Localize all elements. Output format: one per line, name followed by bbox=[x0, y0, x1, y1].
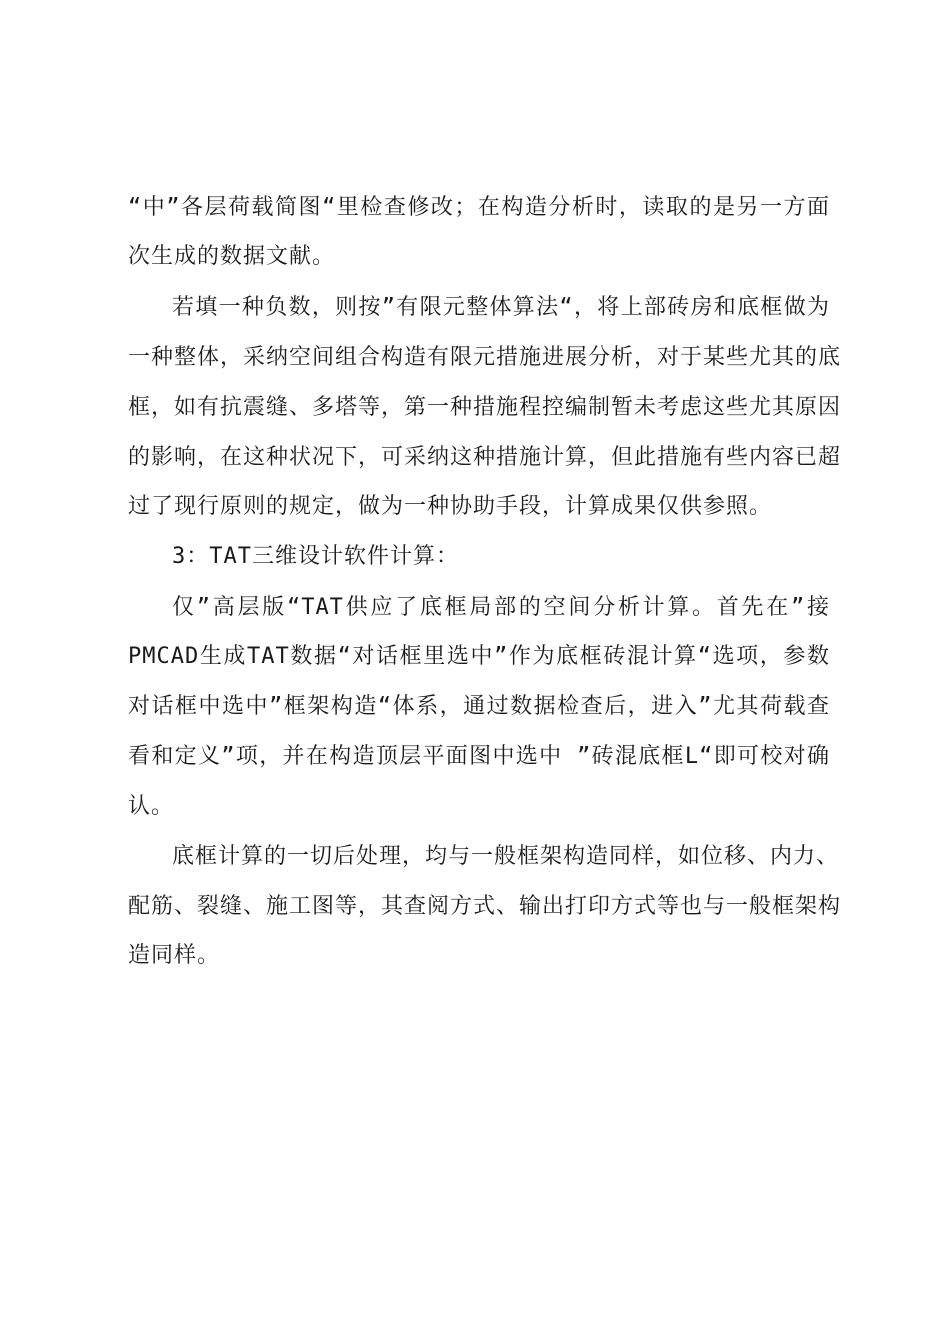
paragraph-2-line-4: 的影响，在这种状况下，可采纳这种措施计算，但此措施有些内容已超 bbox=[128, 445, 842, 470]
paragraph-4-line-5: 认。 bbox=[128, 794, 175, 819]
paragraph-2-line-3: 框，如有抗震缝、多塔等，第一种措施程控编制暂未考虑这些尤其原因 bbox=[128, 395, 842, 420]
paragraph-4-line-4: 看和定义”项，并在构造顶层平面图中选中 ”砖混底框L“即可校对确 bbox=[128, 744, 830, 769]
section-heading-tat: 3：TAT三维设计软件计算： bbox=[172, 544, 459, 569]
paragraph-5-line-2: 配筋、裂缝、施工图等，其查阅方式、输出打印方式等也与一般框架构 bbox=[128, 894, 842, 919]
paragraph-1-line-2: 次生成的数据文献。 bbox=[128, 244, 336, 269]
paragraph-4-line-1: 仅”高层版“TAT供应了底框局部的空间分析计算。首先在”接 bbox=[172, 595, 830, 620]
paragraph-4-line-3: 对话框中选中”框架构造“体系，通过数据检查后，进入”尤其荷载查 bbox=[128, 694, 830, 719]
paragraph-5-line-3: 造同样。 bbox=[128, 943, 221, 968]
paragraph-2-line-1: 若填一种负数，则按”有限元整体算法“，将上部砖房和底框做为 bbox=[172, 295, 830, 320]
paragraph-5-line-1: 底框计算的一切后处理，均与一般框架构造同样，如位移、内力、 bbox=[172, 844, 840, 869]
paragraph-2-line-5: 过了现行原则的规定，做为一种协助手段，计算成果仅供参照。 bbox=[128, 494, 773, 519]
paragraph-2-line-2: 一种整体，采纳空间组合构造有限元措施进展分析，对于某些尤其的底 bbox=[128, 345, 842, 370]
paragraph-4-line-2: PMCAD生成TAT数据“对话框里选中”作为底框砖混计算“选项，参数 bbox=[128, 644, 830, 669]
paragraph-1-line-1: “中”各层荷载简图“里检查修改；在构造分析时，读取的是另一方面 bbox=[128, 195, 830, 220]
